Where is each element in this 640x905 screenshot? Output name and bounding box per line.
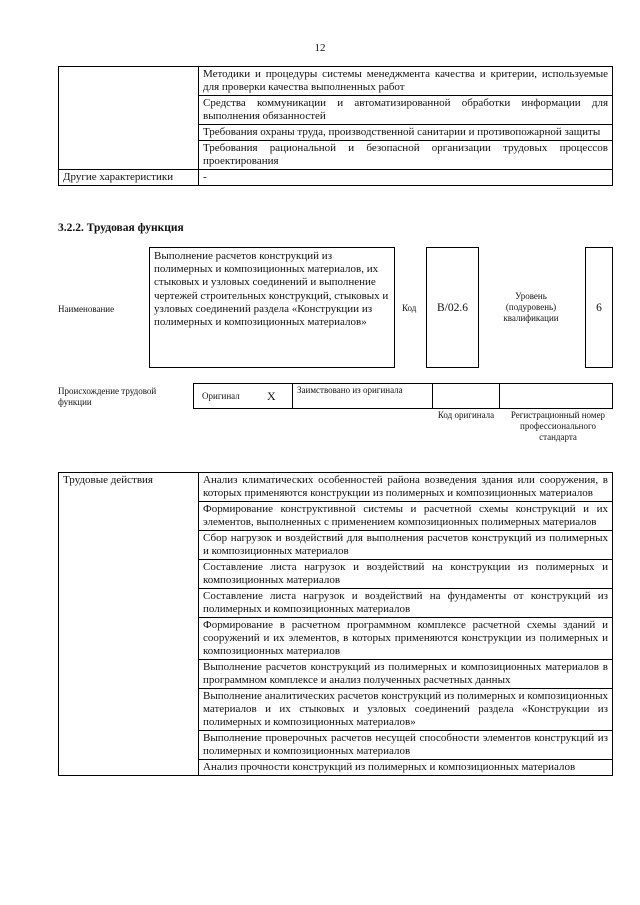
knowledge-table bbox=[58, 66, 613, 186]
reg-number-caption: Регистрационный номер профессионального стандарта bbox=[510, 410, 606, 442]
name-label: Наименование bbox=[58, 304, 115, 314]
borrowed-label: Заимствовано из оригинала bbox=[297, 385, 403, 395]
other-characteristics-value: - bbox=[199, 170, 613, 186]
table-row bbox=[59, 67, 613, 96]
labor-action-item: Составление листа нагрузок и воздействий на фундаменты от конструкций из полимерных и композиционных материалов bbox=[199, 589, 613, 618]
section-title: 3.2.2. Трудовая функция bbox=[58, 222, 184, 234]
table-row bbox=[59, 170, 613, 186]
labor-actions-label: Трудовые действия bbox=[59, 473, 199, 776]
labor-action-item: Выполнение аналитических расчетов конструкций из полимерных и композиционных материалов и их стыковых и узловых соединений раздела «Конструкции из полимерных и композиционных материалов» bbox=[199, 689, 613, 731]
other-characteristics-label: Другие характеристики bbox=[59, 170, 199, 186]
code-label: Код bbox=[402, 303, 417, 313]
labor-action-item: Выполнение расчетов конструкций из полимерных и композиционных материалов в программном комплексе и анализ полученных расчетных данных bbox=[199, 660, 613, 689]
page-number: 12 bbox=[314, 42, 326, 54]
labor-action-item: Анализ прочности конструкций из полимерных и композиционных материалов bbox=[199, 760, 613, 776]
original-code-caption: Код оригинала bbox=[437, 410, 495, 420]
original-mark: X bbox=[267, 389, 276, 403]
level-value: 6 bbox=[596, 302, 602, 314]
origin-label: Происхождение трудовой функции bbox=[58, 386, 157, 407]
origin-row bbox=[193, 383, 613, 409]
table-cell-text: Средства коммуникации и автоматизированной обработки информации для выполнения обязанностей bbox=[199, 96, 613, 125]
labor-action-item: Анализ климатических особенностей района возведения здания или сооружения, в которых применяются конструкции из полимерных и композиционных материалов bbox=[199, 473, 613, 502]
original-cell bbox=[193, 383, 293, 409]
table-row bbox=[59, 473, 613, 502]
borrowed-cell bbox=[292, 383, 433, 409]
table-cell-label bbox=[59, 67, 199, 170]
function-name-box: Выполнение расчетов конструкций из полимерных и композиционных материалов, их стыковых и узловых соединений и выполнение чертежей строительных конструкций, стыковых и узловых соединений раздела «Конструкции из полимерных и композиционных материалов» bbox=[149, 247, 395, 368]
labor-action-item: Формирование в расчетном программном комплексе расчетной схемы зданий и сооружений и их элементов, в которых применяются конструкции из полимерных и композиционных материалов bbox=[199, 618, 613, 660]
original-code-cell bbox=[432, 383, 500, 409]
reg-number-cell bbox=[499, 383, 613, 409]
original-label: Оригинал bbox=[202, 391, 240, 401]
labor-action-item: Формирование конструктивной системы и расчетной схемы конструкций и их элементов, выполненных с применением композиционных полимерных материалов bbox=[199, 502, 613, 531]
table-cell-text: Методики и процедуры системы менеджмента качества и критерии, используемые для проверки качества выполненных работ bbox=[199, 67, 613, 96]
labor-action-item: Выполнение проверочных расчетов несущей способности элементов конструкций из полимерных и композиционных материалов bbox=[199, 731, 613, 760]
table-cell-text: Требования рациональной и безопасной организации трудовых процессов проектирования bbox=[199, 141, 613, 170]
code-value: B/02.6 bbox=[437, 302, 468, 314]
table-cell-text: Требования охраны труда, производственной санитарии и противопожарной защиты bbox=[199, 125, 613, 141]
labor-action-item: Составление листа нагрузок и воздействий на конструкции из полимерных и композиционных материалов bbox=[199, 560, 613, 589]
labor-actions-table bbox=[58, 472, 613, 776]
level-label: Уровень (подуровень) квалификации bbox=[503, 291, 559, 323]
labor-action-item: Сбор нагрузок и воздействий для выполнения расчетов конструкций из полимерных и композиционных материалов bbox=[199, 531, 613, 560]
